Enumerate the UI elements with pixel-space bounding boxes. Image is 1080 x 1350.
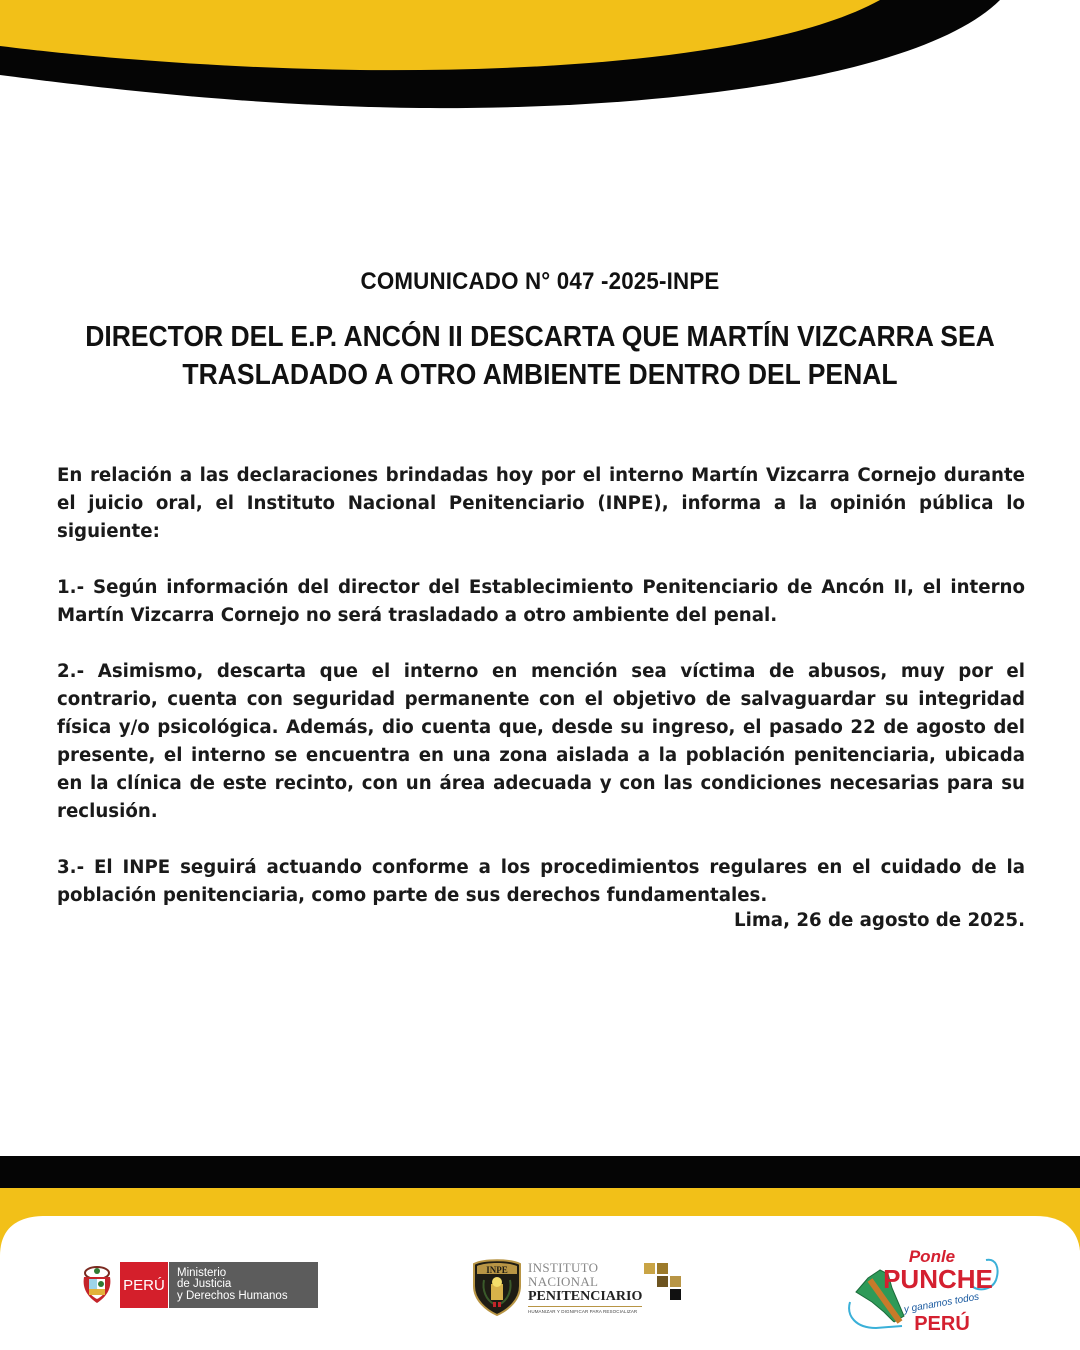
point-2-paragraph: 2.- Asimismo, descarta que el interno en mención sea víctima de abusos, muy por el contrario, cuenta con seguridad permanente con el objetivo de salvaguardar su integridad física y/o psicológica. Además, dio cuenta que, desde su ingreso, el pasado 22 de agosto del presente, el interno se encuentra en una zona aislada a la población penitenciaria, ubicada en la clínica de este recinto, con un área adecuada y con las condiciones necesarias para su reclusión. xyxy=(57,661,1025,822)
inpe-shield-icon xyxy=(472,1258,522,1316)
ministry-line-1: Ministerio xyxy=(177,1266,227,1279)
inpe-name xyxy=(528,1261,642,1314)
punche-word-punche: PUNCHE xyxy=(883,1264,993,1294)
inpe-shield-text: INPE xyxy=(486,1265,508,1275)
punche-word-peru: PERÚ xyxy=(914,1313,970,1335)
inpe-logo xyxy=(472,1258,682,1316)
document-body xyxy=(57,462,1025,938)
inpe-tagline: HUMANIZAR Y DIGNIFICAR PARA RESOCIALIZAR xyxy=(528,1306,642,1314)
inpe-squares-icon xyxy=(644,1263,682,1301)
communique-number: COMUNICADO N° 047 -2025-INPE xyxy=(360,268,720,295)
punche-word-ganamos: y ganamos todos xyxy=(903,1291,981,1316)
intro-paragraph: En relación a las declaraciones brindadas hoy por el interno Martín Vizcarra Cornejo durante el juicio oral, el Instituto Nacional Penitenciario (INPE), informa a la opinión pública lo siguiente: xyxy=(57,465,1025,542)
inpe-line-1: INSTITUTO xyxy=(528,1259,599,1275)
ministry-line-3: y Derechos Humanos xyxy=(177,1289,288,1302)
punche-word-ponle: Ponle xyxy=(908,1247,956,1266)
coat-of-arms-icon xyxy=(80,1263,114,1307)
top-decorative-swoosh xyxy=(0,0,1080,120)
ministry-line-2: de Justicia xyxy=(177,1278,232,1291)
inpe-line-3: PENITENCIARIO xyxy=(528,1288,643,1304)
footer-logos xyxy=(0,1247,1080,1340)
ministry-name xyxy=(168,1262,318,1308)
peru-label: PERÚ xyxy=(120,1262,168,1308)
headline-line-2: TRASLADADO A OTRO AMBIENTE DENTRO DEL PENAL xyxy=(182,359,898,391)
point-1-paragraph: 1.- Según información del director del Establecimiento Penitenciario de Ancón II, el interno Martín Vizcarra Cornejo no será trasladado a otro ambiente del penal. xyxy=(57,577,1025,626)
document-header xyxy=(0,268,1080,394)
point-3-paragraph: 3.- El INPE seguirá actuando conforme a los procedimientos regulares en el cuidado de la población penitenciaria, como parte de sus derechos fundamentales. xyxy=(57,857,1025,906)
headline-line-1: DIRECTOR DEL E.P. ANCÓN II DESCARTA QUE MARTÍN VIZCARRA SEA xyxy=(85,321,995,353)
ponle-punche-peru-logo xyxy=(846,1240,1006,1340)
place-date: Lima, 26 de agosto de 2025. xyxy=(734,910,1025,931)
ministry-logo xyxy=(80,1262,318,1308)
inpe-line-2: NACIONAL xyxy=(528,1273,599,1289)
headline xyxy=(84,318,995,394)
